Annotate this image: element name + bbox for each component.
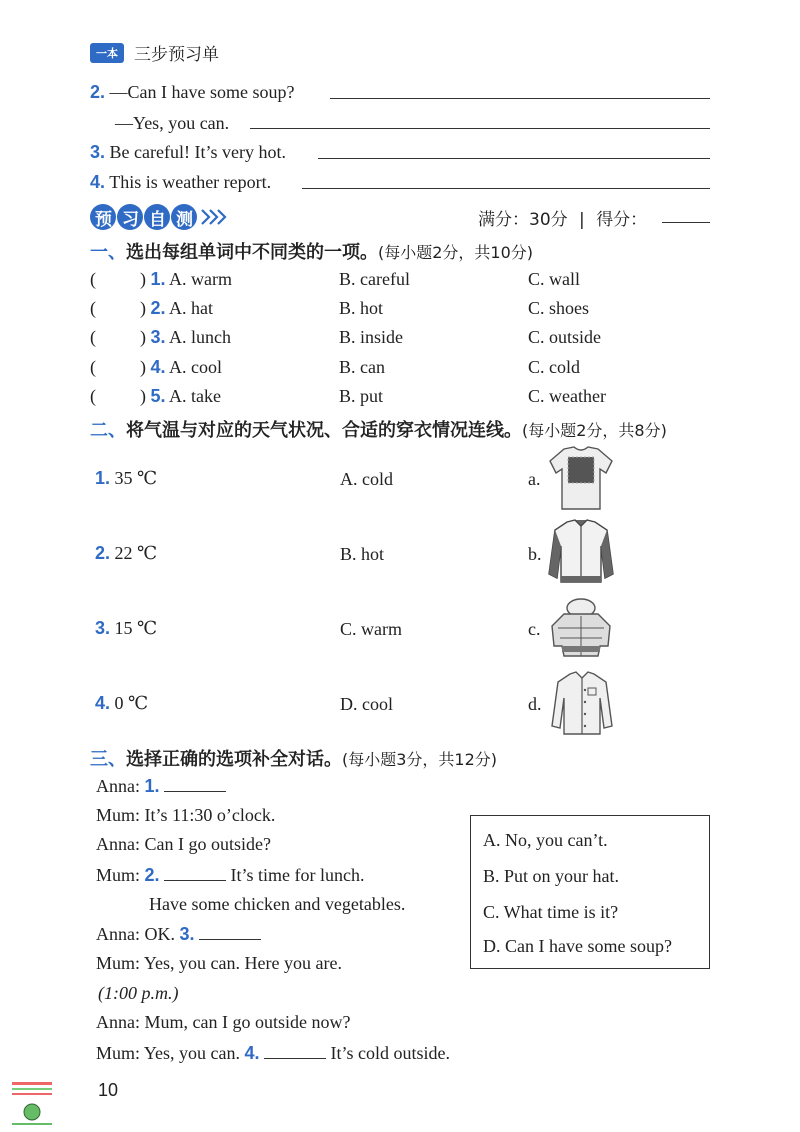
dialogue-line: Anna: Can I go outside? xyxy=(96,834,271,854)
got-score-label: 得分： xyxy=(596,210,648,230)
page-number: 10 xyxy=(98,1080,119,1100)
dialogue-line: Have some chicken and vegetables. xyxy=(149,894,406,914)
tshirt-icon[interactable] xyxy=(546,445,616,513)
self-test-label: 预习自测 xyxy=(95,210,203,230)
weather-item-d[interactable]: D. cool xyxy=(340,694,393,714)
shirt-icon[interactable] xyxy=(548,670,616,738)
score-info xyxy=(478,205,647,230)
dialogue-line: Mum: Yes, you can. 4. It’s cold outside. xyxy=(96,1043,451,1063)
picture-label-d: d. xyxy=(528,694,542,714)
list-item: ( ) 2. A. hat B. hot C. shoes xyxy=(90,298,590,318)
section2-title: 二、将气温与对应的天气状况、合适的穿衣情况连线。(每小题2分，共8分) xyxy=(90,420,667,441)
option-c: C. What time is it? xyxy=(483,902,619,922)
score-divider: | xyxy=(579,210,585,230)
dialogue-line: Anna: Mum, can I go outside now? xyxy=(96,1012,351,1032)
answer-paren[interactable]: ( ) xyxy=(90,269,146,289)
logo-badge: 一本 xyxy=(90,43,124,63)
option-b: B. Put on your hat. xyxy=(483,866,620,886)
answer-blank[interactable] xyxy=(164,864,226,881)
list-item: ( ) 3. A. lunch B. inside C. outside xyxy=(90,327,602,347)
section3-title: 三、选择正确的选项补全对话。(每小题3分，共12分) xyxy=(90,749,498,770)
header-title: 三步预习单 xyxy=(134,45,219,65)
weather-item-c[interactable]: C. warm xyxy=(340,619,402,639)
self-test-tag xyxy=(90,203,202,229)
dialogue-line: Anna: 1. xyxy=(96,775,226,797)
temp-item-1[interactable]: 1. 35 ℃ xyxy=(95,468,158,488)
picture-label-b: b. xyxy=(528,544,542,564)
answer-blank[interactable] xyxy=(199,923,261,940)
score-line[interactable] xyxy=(662,222,710,223)
watermark-icon xyxy=(10,1080,54,1128)
dialogue-line: Mum: 2. It’s time for lunch. xyxy=(96,865,365,885)
answer-paren[interactable]: ( ) xyxy=(90,386,146,406)
header xyxy=(90,40,219,64)
weather-item-a[interactable]: A. cold xyxy=(340,469,393,489)
picture-label-a: a. xyxy=(528,469,541,489)
option-a: A. No, you can’t. xyxy=(483,830,608,850)
down-coat-icon[interactable] xyxy=(548,598,614,660)
top-item-4: 4. This is weather report. xyxy=(90,172,272,192)
dialogue-line: Anna: OK. 3. xyxy=(96,923,261,945)
option-d: D. Can I have some soup? xyxy=(483,936,672,956)
full-score-label: 满分：30分 xyxy=(478,210,568,230)
temp-item-3[interactable]: 3. 15 ℃ xyxy=(95,618,158,638)
dialogue-line: Mum: Yes, you can. Here you are. xyxy=(96,953,342,973)
answer-paren[interactable]: ( ) xyxy=(90,327,146,347)
top-item-2: 2. —Can I have some soup? xyxy=(90,82,295,102)
top-item-3: 3. Be careful! It’s very hot. xyxy=(90,142,286,162)
dialogue-time: (1:00 p.m.) xyxy=(98,983,179,1003)
list-item: ( ) 5. A. take B. put C. weather xyxy=(90,386,606,406)
temp-item-2[interactable]: 2. 22 ℃ xyxy=(95,543,158,563)
list-item: ( ) 4. A. cool B. can C. cold xyxy=(90,357,580,377)
jacket-icon[interactable] xyxy=(545,516,617,588)
answer-blank[interactable] xyxy=(164,775,226,792)
dialogue-line: Mum: It’s 11:30 o’clock. xyxy=(96,805,276,825)
top-item-2-reply: —Yes, you can. xyxy=(115,113,230,133)
answer-line[interactable] xyxy=(302,188,710,189)
answer-paren[interactable]: ( ) xyxy=(90,357,146,377)
answer-line[interactable] xyxy=(330,98,710,99)
options-box xyxy=(470,815,710,969)
answer-paren[interactable]: ( ) xyxy=(90,298,146,318)
answer-line[interactable] xyxy=(250,128,710,129)
list-item: ( ) 1. A. warm B. careful C. wall xyxy=(90,269,580,289)
weather-item-b[interactable]: B. hot xyxy=(340,544,385,564)
section1-title: 一、选出每组单词中不同类的一项。(每小题2分，共10分) xyxy=(90,242,534,263)
picture-label-c: c. xyxy=(528,619,541,639)
answer-blank[interactable] xyxy=(264,1042,326,1059)
temp-item-4[interactable]: 4. 0 ℃ xyxy=(95,693,149,713)
answer-line[interactable] xyxy=(318,158,710,159)
